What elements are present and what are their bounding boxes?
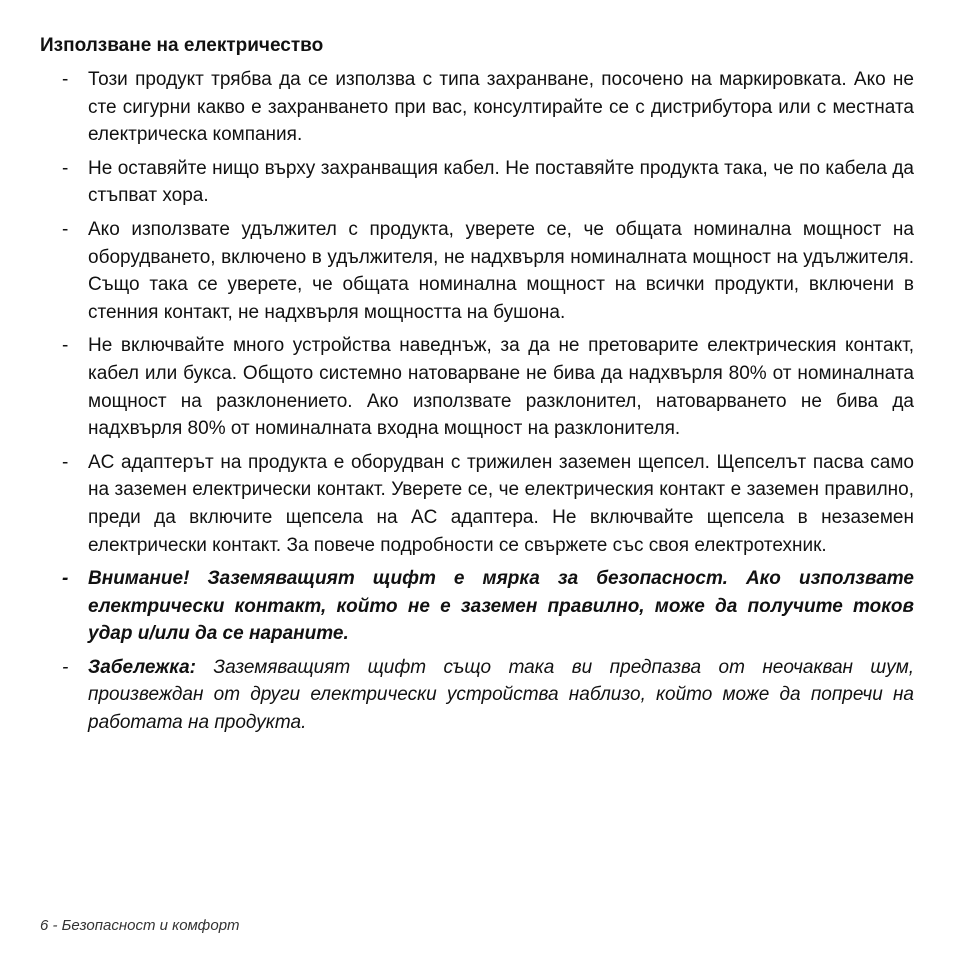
list-dash: - — [62, 218, 69, 240]
list-item-note — [40, 654, 914, 737]
note-label: Забележка: — [88, 656, 196, 678]
document-page — [40, 34, 914, 743]
list-dash: - — [62, 335, 69, 357]
list-item-grounded-plug — [40, 449, 914, 559]
list-item-text: Не оставяйте нищо върху захранващия кабел. Не поставяйте продукта така, че по кабела да стъпват хора. — [88, 157, 914, 207]
note-text: Заземяващият щифт също така ви предпазва от неочакван шум, произвеждан от други електрически устройства наблизо, който може да попречи на работата на продукта. — [88, 656, 914, 734]
electricity-guidelines-list — [40, 66, 914, 737]
list-item-supply-type — [40, 66, 914, 149]
page-footer: 6 - Безопасност и комфорт — [40, 917, 240, 934]
warning-text: Внимание! Заземяващият щифт е мярка за безопасност. Ако използвате електрически контакт, който не е заземен правилно, може да получите токов удар и/или да се нараните. — [88, 568, 914, 645]
list-dash: - — [62, 656, 69, 678]
list-item-overload — [40, 332, 914, 442]
list-item-warning — [40, 565, 914, 648]
list-dash: - — [62, 157, 69, 179]
list-dash: - — [62, 568, 69, 590]
list-item-extension-cord — [40, 216, 914, 326]
list-item-text: Този продукт трябва да се използва с типа захранване, посочено на маркировката. Ако не сте сигурни какво е захранването при вас, консултирайте се с дистрибутора или с местната електрическа компания. — [88, 69, 914, 146]
list-dash: - — [62, 69, 69, 90]
list-item-power-cord — [40, 155, 914, 210]
list-item-text: Не включвайте много устройства наведнъж, за да не претоварите електрическия контакт, кабел или букса. Общото системно натоварване не бива да надхвърля 80% от номиналната мощност на разклонението. Ако използвате разклонител, натоварването не бива да надхвърля 80% от номиналната входна мощност на разклонителя. — [88, 335, 914, 440]
list-dash: - — [62, 451, 69, 473]
section-title: Използване на електричество — [40, 35, 324, 56]
list-item-text: AC адаптерът на продукта е оборудван с трижилен заземен щепсел. Щепселът пасва само на заземен електрически контакт. Уверете се, че електрическия контакт е заземен правилно, преди да включите щепсела на AC адаптера. Не включвайте щепсела в незаземен електрически контакт. За повече подробности се свържете със своя електротехник. — [88, 451, 914, 556]
list-item-text: Ако използвате удължител с продукта, уверете се, че общата номинална мощност на оборудването, включено в удължителя, не надхвърля номиналната мощност на удължителя. Също така се уверете, че общата номинална мощност на всички продукти, включени в стенния контакт, не надхвърля мощността на бушона. — [88, 218, 914, 323]
